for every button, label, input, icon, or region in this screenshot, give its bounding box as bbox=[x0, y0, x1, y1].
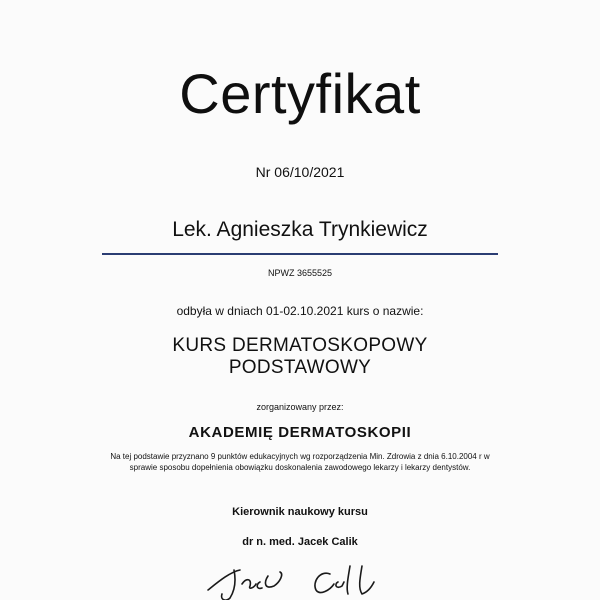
legal-basis-line-1: Na tej podstawie przyznano 9 punktów edukacyjnych wg rozporządzenia Min. Zdrowia z dnia 6.10.2004 r w bbox=[110, 452, 490, 461]
organizer-name: AKADEMIĘ DERMATOSKOPII bbox=[188, 424, 412, 441]
certificate-title: Certyfikat bbox=[179, 62, 421, 125]
name-underline-divider bbox=[102, 253, 498, 255]
course-name-line-1: KURS DERMATOSKOPOWY bbox=[172, 335, 428, 356]
course-name-line-2: PODSTAWOWY bbox=[228, 357, 372, 378]
director-label: Kierownik naukowy kursu bbox=[232, 506, 368, 518]
attendance-statement: odbyła w dniach 01-02.10.2021 kurs o nazwie: bbox=[176, 304, 424, 318]
handwritten-signature bbox=[190, 560, 420, 600]
recipient-name: Lek. Agnieszka Trynkiewicz bbox=[172, 218, 428, 241]
legal-basis-line-2: sprawie sposobu dopełnienia obowiązku doskonalenia zawodowego lekarzy i lekarzy dentystów. bbox=[129, 463, 471, 472]
npwz-number: NPWZ 3655525 bbox=[267, 268, 333, 278]
certificate-number: Nr 06/10/2021 bbox=[255, 164, 345, 180]
director-name: dr n. med. Jacek Calik bbox=[242, 536, 358, 548]
organized-by-label: zorganizowany przez: bbox=[256, 402, 344, 412]
